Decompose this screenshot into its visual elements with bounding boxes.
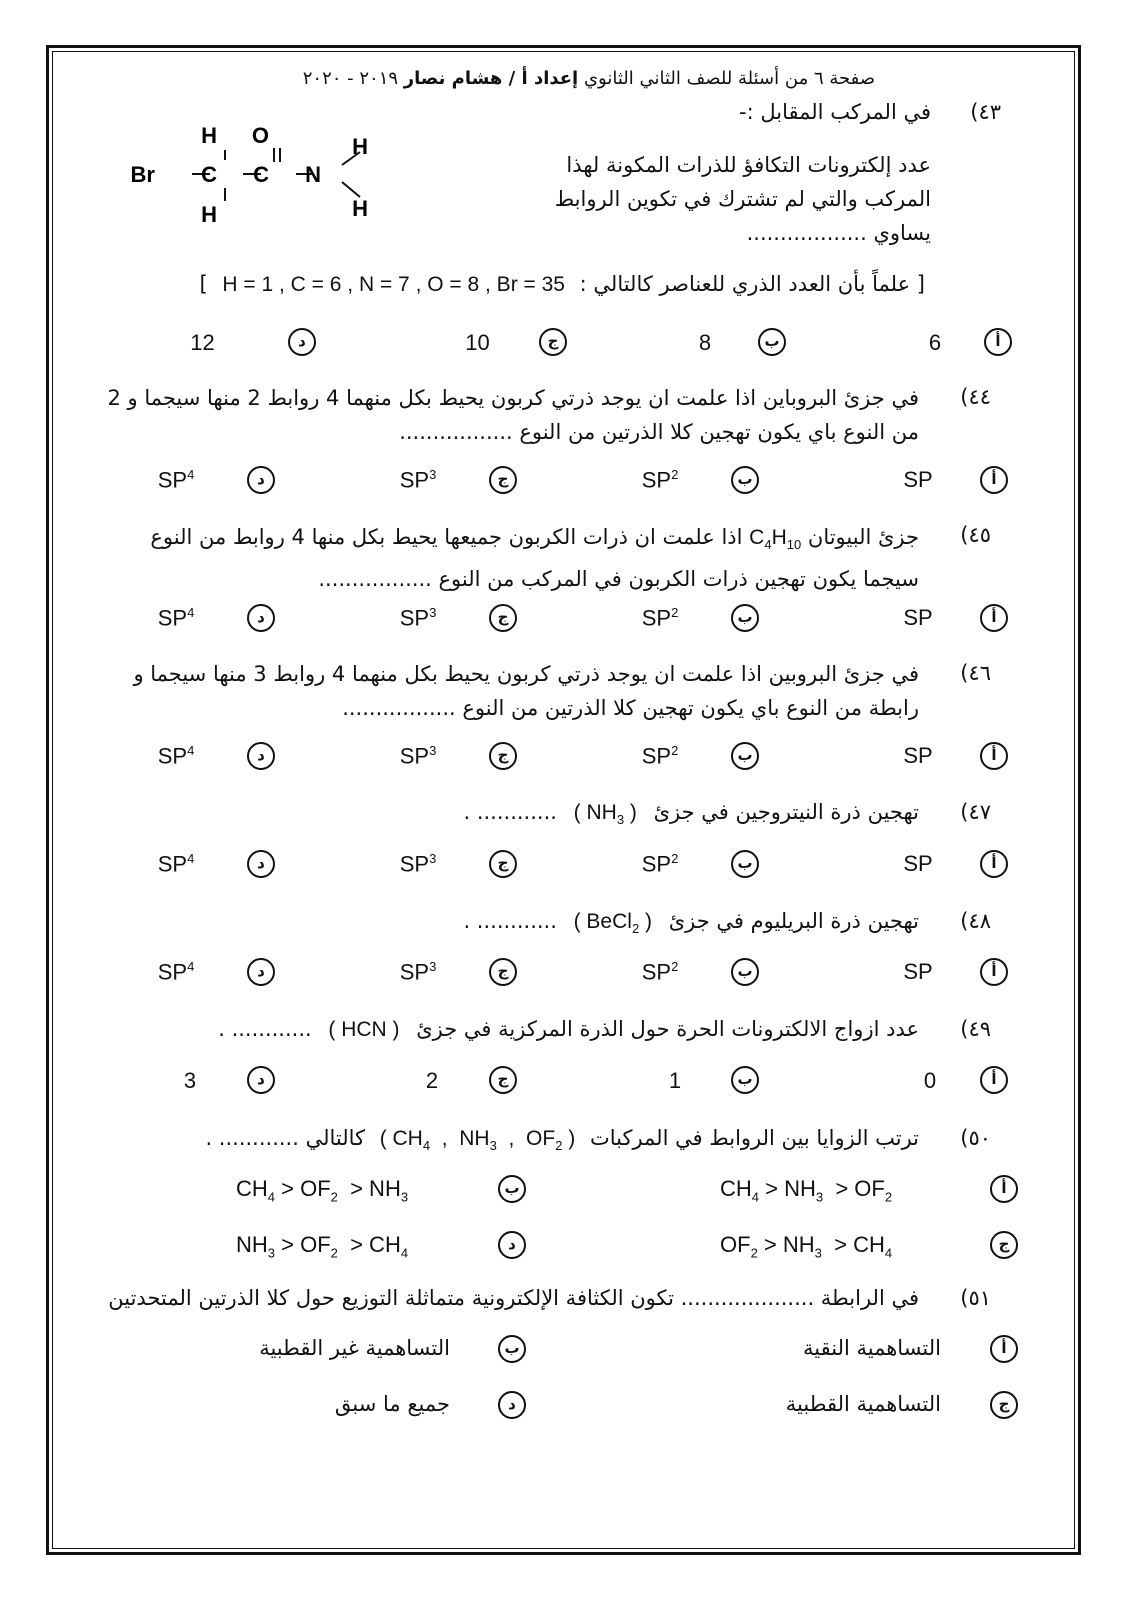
q43-body: عدد إلكترونات التكافؤ للذرات المكونة لهذا المركب والتي لم تشترك في تكوين الروابط يساوي .................. — [554, 153, 931, 245]
option-letter-b[interactable]: ب — [731, 958, 759, 986]
header-year: ٢٠١٩ - ٢٠٢٠ — [302, 68, 404, 89]
option-letter-c[interactable]: ج — [489, 850, 517, 878]
option-letter-d[interactable]: د — [247, 1066, 275, 1094]
option-letter-c[interactable]: ج — [489, 958, 517, 986]
q51-option-c[interactable]: التساهمية القطبية — [785, 1392, 941, 1416]
q46-option-a[interactable]: SP — [903, 743, 933, 768]
option-letter-b[interactable]: ب — [731, 850, 759, 878]
q47-dots: ............ . — [463, 800, 557, 824]
atom-h1: H — [201, 123, 217, 148]
q48-option-d[interactable]: $SP^4$ — [157, 959, 195, 985]
q48-option-b[interactable]: $SP^2$ — [641, 959, 679, 985]
q48-option-a[interactable]: SP — [903, 959, 933, 984]
q47-option-d[interactable]: $SP^4$ — [157, 851, 195, 877]
q45-text — [89, 520, 919, 596]
option-letter-a[interactable]: أ — [984, 328, 1012, 356]
q48-formula: ( BeCl$_2$ ) — [573, 910, 653, 937]
molecule-structure — [130, 112, 410, 237]
q50-tail: كالتالي ............ . — [205, 1126, 365, 1150]
atom-h2: H — [201, 202, 217, 227]
q45-formula: $C_4H_{10}$ — [749, 526, 802, 553]
option-letter-b[interactable]: ب — [498, 1335, 526, 1363]
option-letter-c[interactable]: ج — [990, 1391, 1018, 1419]
q43-number: ٤٣) — [970, 100, 1001, 124]
q44-option-b[interactable]: $SP^2$ — [641, 467, 679, 493]
q50-option-a[interactable]: $CH_4 > NH_3 > OF_2$ — [720, 1176, 893, 1205]
q48-number: ٤٨) — [960, 909, 991, 933]
q49-number: ٤٩) — [960, 1017, 991, 1041]
option-letter-b[interactable]: ب — [731, 466, 759, 494]
option-letter-c[interactable]: ج — [489, 1066, 517, 1094]
q51-option-d[interactable]: جميع ما سبق — [334, 1392, 450, 1416]
q49-option-a[interactable]: 0 — [923, 1068, 937, 1093]
option-letter-d[interactable]: د — [247, 742, 275, 770]
q46-option-c[interactable]: $SP^3$ — [399, 743, 437, 769]
q48-question: تهجين ذرة البريليوم في جزئ — [668, 909, 919, 933]
q48-text — [463, 909, 919, 936]
q45-number: ٤٥) — [960, 523, 991, 547]
option-letter-a[interactable]: أ — [980, 466, 1008, 494]
atom-h4: H — [352, 196, 368, 221]
atom-o: O — [251, 123, 269, 148]
q46-number: ٤٦) — [960, 661, 991, 685]
option-letter-c[interactable]: ج — [539, 328, 567, 356]
q48-dots: ............ . — [463, 909, 557, 933]
option-letter-a[interactable]: أ — [980, 742, 1008, 770]
option-letter-a[interactable]: أ — [980, 604, 1008, 632]
q48-option-c[interactable]: $SP^3$ — [399, 959, 437, 985]
q43-option-d[interactable]: 12 — [190, 330, 215, 355]
option-letter-b[interactable]: ب — [758, 328, 786, 356]
q44-option-a[interactable]: SP — [903, 467, 933, 492]
q43-option-c[interactable]: 10 — [465, 330, 490, 355]
q49-option-d[interactable]: 3 — [183, 1068, 197, 1093]
page-header — [303, 68, 875, 89]
atom-br: Br — [130, 162, 155, 187]
q49-option-c[interactable]: 2 — [425, 1068, 439, 1093]
option-letter-b[interactable]: ب — [731, 742, 759, 770]
q46-text: في جزئ البروبين اذا علمت ان يوجد ذرتي كربون يحيط بكل منهما 4 روابط 3 منها سيجما و رابطة من النوع باي يكون تهجين كلا الذرتين من النوع ................. — [133, 662, 919, 720]
q47-text — [463, 800, 919, 827]
option-letter-c[interactable]: ج — [489, 604, 517, 632]
atom-h3: H — [352, 134, 368, 159]
option-letter-b[interactable]: ب — [498, 1175, 526, 1203]
q50-formula: ( $CH_4$ , $NH_3$ , $OF_2$ ) — [379, 1127, 576, 1154]
atom-c1: C — [201, 162, 217, 187]
q50-number: ٥٠) — [960, 1126, 991, 1150]
option-letter-c[interactable]: ج — [990, 1231, 1018, 1259]
q47-question: تهجين ذرة النيتروجين في جزئ — [653, 800, 919, 824]
q43-intro: في المركب المقابل :- — [739, 100, 931, 124]
q44-option-c[interactable]: $SP^3$ — [399, 467, 437, 493]
q45-option-a[interactable]: SP — [903, 605, 933, 630]
option-letter-a[interactable]: أ — [980, 850, 1008, 878]
option-letter-c[interactable]: ج — [489, 742, 517, 770]
option-letter-d[interactable]: د — [247, 466, 275, 494]
option-letter-d[interactable]: د — [247, 604, 275, 632]
q46-option-d[interactable]: $SP^4$ — [157, 743, 195, 769]
q45-text-a: جزئ البيوتان — [807, 525, 919, 549]
atom-n: N — [305, 162, 321, 187]
option-letter-d[interactable]: د — [247, 958, 275, 986]
q43-option-b[interactable]: 8 — [698, 330, 712, 355]
q51-option-b[interactable]: التساهمية غير القطبية — [259, 1336, 450, 1360]
option-letter-a[interactable]: أ — [980, 1066, 1008, 1094]
q49-text — [218, 1017, 919, 1042]
note-suffix: ] — [199, 272, 208, 296]
header-text: صفحة ٦ من أسئلة للصف الثاني الثانوي — [578, 68, 875, 89]
q50-option-c[interactable]: $OF_2 > NH_3 > CH_4$ — [720, 1232, 893, 1261]
q50-option-d[interactable]: $NH_3 > OF_2 > CH_4$ — [236, 1232, 409, 1261]
q45-option-c[interactable]: $SP^3$ — [399, 605, 437, 631]
q44-option-d[interactable]: $SP^4$ — [157, 467, 195, 493]
q43-atomic-note — [200, 272, 926, 297]
q43-option-a[interactable]: 6 — [928, 330, 942, 355]
q51-text: في الرابطة .................... تكون الكثافة الإلكترونية متماثلة التوزيع حول كلا الذرتين المتحدتين — [108, 1286, 919, 1310]
header-author: إعداد أ / هشام نصار — [403, 68, 579, 89]
q45-option-b[interactable]: $SP^2$ — [641, 605, 679, 631]
q50-option-b[interactable]: $CH_4 > OF_2 > NH_3$ — [236, 1176, 409, 1205]
option-letter-d[interactable]: د — [498, 1231, 526, 1259]
q49-question: عدد ازواج الالكترونات الحرة حول الذرة المركزية في جزئ — [416, 1017, 919, 1041]
q46-option-b[interactable]: $SP^2$ — [641, 743, 679, 769]
option-letter-b[interactable]: ب — [731, 604, 759, 632]
q49-dots: ............ . — [218, 1017, 312, 1041]
atom-c2: C — [253, 162, 269, 187]
option-letter-a[interactable]: أ — [990, 1175, 1018, 1203]
option-letter-c[interactable]: ج — [489, 466, 517, 494]
option-letter-d[interactable]: د — [288, 328, 316, 356]
option-letter-d[interactable]: د — [247, 850, 275, 878]
q45-text-b: اذا علمت ان ذرات الكربون جميعها يحيط بكل منها 4 روابط من النوع سيجما يكون تهجين ذرات الكربون في المركب من النوع ................. — [150, 525, 919, 592]
q45-option-d[interactable]: $SP^4$ — [157, 605, 195, 631]
q50-question: ترتب الزوايا بين الروابط في المركبات — [589, 1126, 919, 1150]
q44-number: ٤٤) — [960, 385, 991, 409]
q49-formula: ( HCN ) — [328, 1018, 400, 1041]
option-letter-d[interactable]: د — [498, 1391, 526, 1419]
option-letter-a[interactable]: أ — [990, 1335, 1018, 1363]
q47-number: ٤٧) — [960, 800, 991, 824]
q50-text — [205, 1126, 919, 1153]
q47-formula: ( $NH_3$ ) — [573, 801, 637, 828]
q47-option-b[interactable]: $SP^2$ — [641, 851, 679, 877]
q51-option-a[interactable]: التساهمية النقية — [803, 1336, 941, 1360]
note-values: H = 1 , C = 6 , N = 7 , O = 8 , Br = 35 — [222, 273, 565, 296]
q47-option-c[interactable]: $SP^3$ — [399, 851, 437, 877]
q51-number: ٥١) — [960, 1286, 991, 1310]
option-letter-b[interactable]: ب — [731, 1066, 759, 1094]
q47-option-a[interactable]: SP — [903, 851, 933, 876]
note-prefix: [ علماً بأن العدد الذري للعناصر كالتالي : — [579, 272, 925, 296]
option-letter-a[interactable]: أ — [980, 958, 1008, 986]
q49-option-b[interactable]: 1 — [668, 1068, 682, 1093]
q44-text: في جزئ البروباين اذا علمت ان يوجد ذرتي كربون يحيط بكل منهما 4 روابط 2 منها سيجما و 2 من النوع باي يكون تهجين كلا الذرتين من النوع ................. — [107, 386, 919, 444]
